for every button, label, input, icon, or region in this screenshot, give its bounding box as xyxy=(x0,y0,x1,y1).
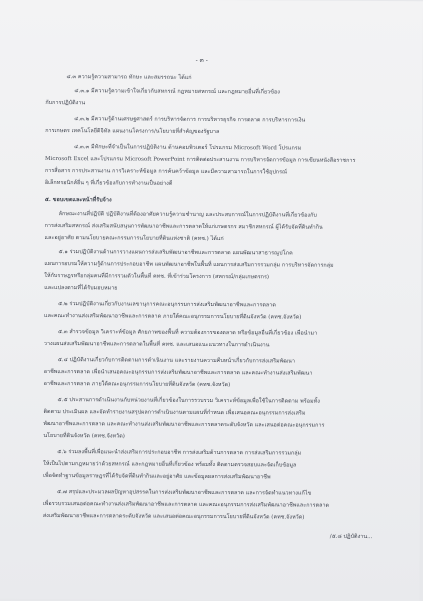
item-4-3-3-cont-3: อิเล็กทรอนิกส์อื่น ๆ ที่เกี่ยวข้องกับการทำงานเป็นอย่างดี xyxy=(44,179,173,187)
item-5-1-cont-2: ให้กับราษฎรหรือกลุ่มคนที่มีการรวมตัวในพื้นที่ คทช. ที่เข้าร่วมโครงการ (สหกรณ์/กลุ่มเกษตรกร) xyxy=(44,272,270,281)
item-5-5: ๕.๕ ประสานการดำเนินงานกับหน่วยงานที่เกี่ยวข้องในการรวบรวม วิเคราะห์ข้อมูลเพื่อใช้ในการติดตาม พร้อมทั้ง xyxy=(57,397,320,405)
page-number: - ๓ - xyxy=(195,56,208,64)
section-5-intro-2: การส่งเสริมสหกรณ์ ส่งเสริมสนับสนุนการพัฒนาอาชีพและการตลาดให้แก่เกษตรกร สมาชิกสหกรณ์ ผู้ได้รับจัดที่ดินทำกิน xyxy=(44,222,323,231)
item-5-2: ๕.๒ ร่วมปฏิบัติงานเกี่ยวกับงานเลขานุการคณะอนุกรรมการส่งเสริมพัฒนาอาชีพและการตลาด xyxy=(58,301,276,309)
section-5-heading: ๕. ขอบเขตและหน้าที่รับจ้าง xyxy=(44,196,112,204)
item-4-3-3-cont-1: Microsoft Excel และโปรแกรม Microsoft PowerPoint การติดต่อประสานงาน การบริหารจัดการข้อมูล การเขียนหนังสือราชการ xyxy=(45,155,356,164)
item-5-1: ๕.๑ ร่วมปฏิบัติงานด้านการวางแผนการส่งเสริมพัฒนาอาชีพและการตลาด แผนพัฒนาสาธารณูปโภค xyxy=(58,249,293,257)
item-4-3-3: ๔.๓.๓ มีทักษะที่จำเป็นในการปฏิบัติงาน ด้านคอมพิวเตอร์ โปรแกรม Microsoft Word โปรแกรม xyxy=(74,144,302,152)
section-5-intro-3: และอยู่อาศัย ตามนโยบายคณะกรรมการนโยบายที่ดินแห่งชาติ (คทช.) ได้แก่ xyxy=(44,234,224,243)
item-5-3: ๕.๓ สำรวจข้อมูล วิเคราะห์ข้อมูล ศักยภาพของพื้นที่ ความต้องการของตลาด หรือข้อมูลอื่นที่เกี่ยวข้อง เพื่อนำมา xyxy=(57,329,318,337)
item-5-7-cont-2: ส่งเสริมพัฒนาอาชีพและการตลาดระดับจังหวัด และเสนอต่อคณะอนุกรรมการนโยบายที่ดินจังหวัด (คทช.จังหวัด) xyxy=(42,512,305,521)
item-4-3-2: ๔.๓.๒ มีความรู้ด้านเศรษฐศาสตร์ การบริหารจัดการ การบริหารธุรกิจ การตลาด การบริหารการเงิน xyxy=(74,116,306,124)
item-5-1-cont-3: และแปลงตามที่ได้รับมอบหมาย xyxy=(44,284,118,292)
item-4-3-1-cont: กับการปฏิบัติงาน xyxy=(45,99,86,107)
item-4-3-1: ๔.๓.๑ มีความรู้ความเข้าใจเกี่ยวกับสหกรณ์ กฎหมายสหกรณ์ และกฎหมายอื่นที่เกี่ยวข้อง xyxy=(74,88,280,96)
item-5-6: ๕.๖ ร่วมลงพื้นที่เพื่อแนะนำส่งเสริมการประกอบอาชีพ การส่งเสริมด้านการตลาด การส่งเสริมการรวมกลุ่ม xyxy=(57,449,302,457)
section-4-3-heading: ๔.๓ ความรู้ความสามารถ ทักษะ และสมรรถนะ ได้แก่ xyxy=(66,74,192,81)
item-5-2-cont: และคณะทำงานส่งเสริมพัฒนาอาชีพและการตลาด ภายใต้คณะอนุกรรมการนโยบายที่ดินจังหวัด (คทช.จังหวัด) xyxy=(44,312,302,321)
item-5-5-cont-1: ติดตาม ประเมินผล และจัดทำรายงานสรุปผลการดำเนินงานตามแผนที่กำหนด เพื่อเสนอคณะอนุกรรมการส่งเสริม xyxy=(43,408,306,417)
item-5-6-cont-1: ให้เป็นไปตามกฎหมายว่าด้วยสหกรณ์ และกฎหมายอื่นที่เกี่ยวข้อง พร้อมทั้ง ติดตามตรวจสอบและจัดเก็บข้อมูล xyxy=(43,460,297,469)
continuation-marker: /๕.๘ ปฏิบัติงาน... xyxy=(329,533,373,540)
section-5-intro-1: ลักษณะงานที่ปฏิบัติ ปฏิบัติงานที่ต้องอาศัยความรู้ความชำนาญ และประสบการณ์ในการปฏิบัติงานที่เกี่ยวข้องกับ xyxy=(58,211,317,219)
item-5-3-cont: วางแผนส่งเสริมพัฒนาอาชีพและการตลาดในพื้นที่ คทช. และเสนอแนะแนวทางในการดำเนินงาน xyxy=(43,340,270,349)
item-4-3-3-cont-2: การสื่อสาร การประสานงาน การวิเคราะห์ข้อมูล การค้นคว้าข้อมูล และมีความสามารถในการใช้อุปกรณ์ xyxy=(44,167,288,176)
item-5-1-cont-1: แผนการอบรมให้ความรู้ด้านการประกอบอาชีพ แผนพัฒนาอาชีพในพื้นที่ แผนการส่งเสริมการรวมกลุ่ม การบริหารจัดการกลุ่ม xyxy=(44,260,334,269)
item-5-4: ๕.๔ ปฏิบัติงานเกี่ยวกับการติดตามการดำเนินงาน และรายงานความคืบหน้าเกี่ยวกับการส่งเสริมพัฒนา xyxy=(57,357,295,365)
item-4-3-2-cont: การเกษตร เทคโนโลยีดิจิทัล แผนงานโครงการ/นโยบายที่สำคัญของรัฐบาล xyxy=(45,127,220,136)
item-5-5-cont-2: พัฒนาอาชีพและการตลาด และคณะทำงานส่งเสริมพัฒนาอาชีพและการตลาดระดับจังหวัด และเสนอต่อคณะอนุกรรมการ xyxy=(43,420,325,429)
item-5-4-cont-1: อาชีพและการตลาด เพื่อนำเสนอคณะอนุกรรมการส่งเสริมพัฒนาอาชีพและการตลาด และคณะทำงานส่งเสริมพัฒนา xyxy=(43,368,313,377)
item-5-7-cont-1: เพื่อรวบรวมเสนอต่อคณะทำงานส่งเสริมพัฒนาอาชีพและการตลาด และคณะอนุกรรมการส่งเสริมพัฒนาอาชีพและการตลาด xyxy=(42,500,330,509)
item-5-5-cont-3: นโยบายที่ดินจังหวัด (คทช.จังหวัด) xyxy=(43,432,125,440)
item-5-7: ๕.๗ สรุปและประมวลผลปัญหาอุปสรรคในการส่งเสริมพัฒนาอาชีพและการตลาด และการจัดทำแนวทางแก้ไข xyxy=(56,489,312,497)
item-5-6-cont-2: เพื่อจัดทำฐานข้อมูลราษฎรที่ได้รับจัดที่ดินทำกินและอยู่อาศัย และข้อมูลผลการส่งเสริมพัฒนาอาชีพ xyxy=(43,472,271,481)
item-5-4-cont-2: อาชีพและการตลาด ภายใต้คณะอนุกรรมการนโยบายที่ดินจังหวัด (คทช.จังหวัด) xyxy=(43,380,231,389)
